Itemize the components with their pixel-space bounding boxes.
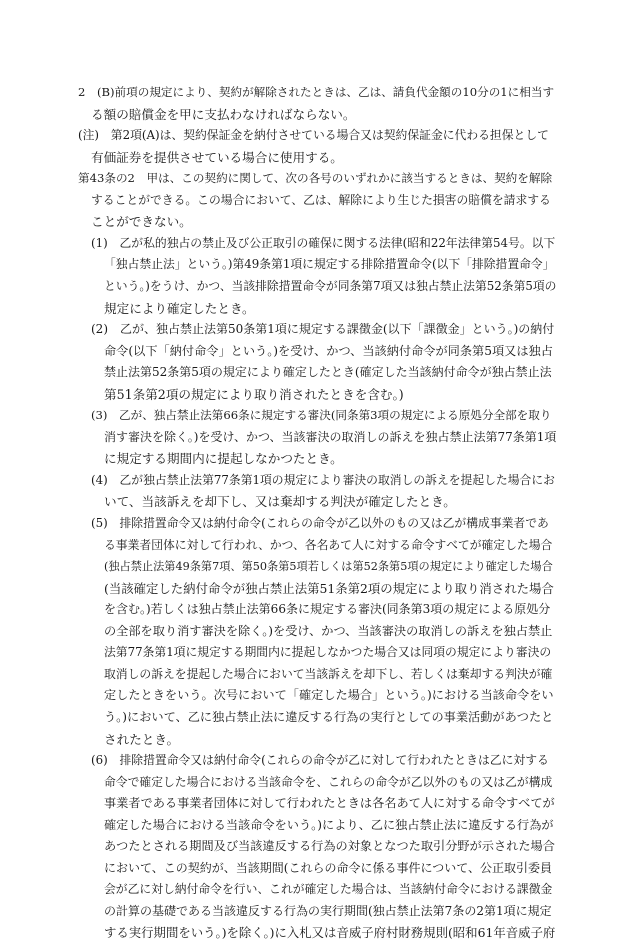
- document-line: されたとき。: [104, 731, 180, 747]
- document-line: 事業者である事業者団体に対して行われたときは各名あて人に対する命令すべてが: [104, 796, 555, 811]
- document-line: 命令(以下「納付命令」という。)を受け、かつ、当該納付命令が同条第5項又は独占: [104, 343, 553, 358]
- document-line: いて、当該訴えを却下し、又は棄却する判決が確定したとき。: [104, 494, 456, 510]
- document-line: う。)において、乙に独占禁止法に違反する行為の実行としての事業活動があつたと: [104, 709, 554, 724]
- document-line: において、この契約が、当該期間(これらの命令に係る事件について、公正取引委員: [104, 860, 552, 875]
- document-line: 第51条第2項の規定により取り消されたときを含む。): [104, 386, 404, 402]
- document-line: という。)をうけ、かつ、当該排除措置命令が同条第7項又は独占禁止法第52条第5項の: [104, 278, 557, 293]
- document-line: (1) 乙が私的独占の禁止及び公正取引の確保に関する法律(昭和22年法律第54号。以下: [91, 235, 556, 250]
- document-line: 定したときをいう。次号において「確定した場合」という。)における当該命令をい: [104, 688, 554, 703]
- document-line: 消す審決を除く。)を受け、かつ、当該審決の取消しの訴えを独占禁止法第77条第1項: [104, 429, 557, 444]
- document-line: (6) 排除措置命令又は納付命令(これらの命令が乙に対して行われたときは乙に対する: [91, 753, 549, 768]
- document-line: の全部を取り消す審決を除く。)を受け、かつ、当該審決の取消しの訴えを独占禁止: [104, 623, 553, 638]
- document-line: する実行期間をいう。)を除く。)に入札又は音威子府村財務規則(昭和61年音威子府: [104, 925, 556, 941]
- document-line: (3) 乙が、独占禁止法第66条に規定する審決(同条第3項の規定による原処分全部を取り: [91, 408, 552, 423]
- document-line: あつたとされる期間及び当該違反する行為の対象となつた取引分野が示された場合: [104, 839, 555, 854]
- document-line: (注) 第2項(A)は、契約保証金を納付させている場合又は契約保証金に代わる担保として: [78, 128, 549, 143]
- document-line: 会が乙に対し納付命令を行い、これが確定した場合は、当該納付命令における課徴金: [104, 882, 553, 897]
- document-line: に規定する期間内に提起しなかつたとき。: [104, 451, 343, 467]
- document-line: (2) 乙が、独占禁止法第50条第1項に規定する課徴金(以下「課徴金」という。)の納付: [91, 322, 555, 337]
- document-line: る事業者団体に対して行われ、かつ、各名あて人に対する命令すべてが確定した場合: [104, 537, 553, 552]
- document-line: することができる。この場合において、乙は、解除により生じた損害の賠償を請求する: [91, 192, 551, 207]
- document-line: 禁止法第52条第5項の規定により確定したとき(確定した当該納付命令が独占禁止法: [104, 365, 552, 380]
- document-line: の計算の基礎である当該違反する行為の実行期間(独占禁止法第7条の2第1項に規定: [104, 903, 552, 918]
- document-line: を含む。)若しくは独占禁止法第66条に規定する審決(同条第3項の規定による原処分: [104, 602, 551, 617]
- document-line: 法第77条第1項に規定する期間内に提起しなかつた場合又は同項の規定により審決の: [104, 645, 552, 660]
- document-line: 第43条の2 甲は、この契約に関して、次の各号のいずれかに該当するときは、契約を解除: [78, 171, 553, 186]
- document-line: る額の賠償金を甲に支払わなければならない。: [91, 106, 356, 122]
- document-line: 確定した場合における当該命令をいう。)により、乙に独占禁止法に違反する行為が: [104, 817, 554, 832]
- document-line: (4) 乙が独占禁止法第77条第1項の規定により審決の取消しの訴えを提起した場合にお: [91, 472, 555, 487]
- document-line: 有価証券を提供させている場合に使用する。: [91, 149, 343, 165]
- document-line: (独占禁止法第49条第7項、第50条第5項若しくは第52条第5項の規定により確定した場合: [104, 560, 553, 574]
- document-line: 2 (B)前項の規定により、契約が解除されたときは、乙は、請負代金額の10分の1に相当す: [78, 85, 555, 99]
- document-line: 取消しの訴えを提起した場合において当該訴えを却下し、若しくは棄却する判決が確: [104, 666, 553, 681]
- document-line: 命令で確定した場合における当該命令を、これらの命令が乙以外のもの又は乙が構成: [104, 774, 553, 789]
- document-line: (当該確定した納付命令が独占禁止法第51条第2項の規定により取り消された場合: [104, 580, 554, 596]
- document-line: 規定により確定したとき。: [104, 300, 255, 316]
- document-line: ことができない。: [91, 214, 192, 230]
- document-line: 「独占禁止法」という。)第49条第1項に規定する排除措置命令(以下「排除措置命令」: [104, 257, 555, 272]
- document-line: (5) 排除措置命令又は納付命令(これらの命令が乙以外のもの又は乙が構成事業者であ: [91, 516, 549, 530]
